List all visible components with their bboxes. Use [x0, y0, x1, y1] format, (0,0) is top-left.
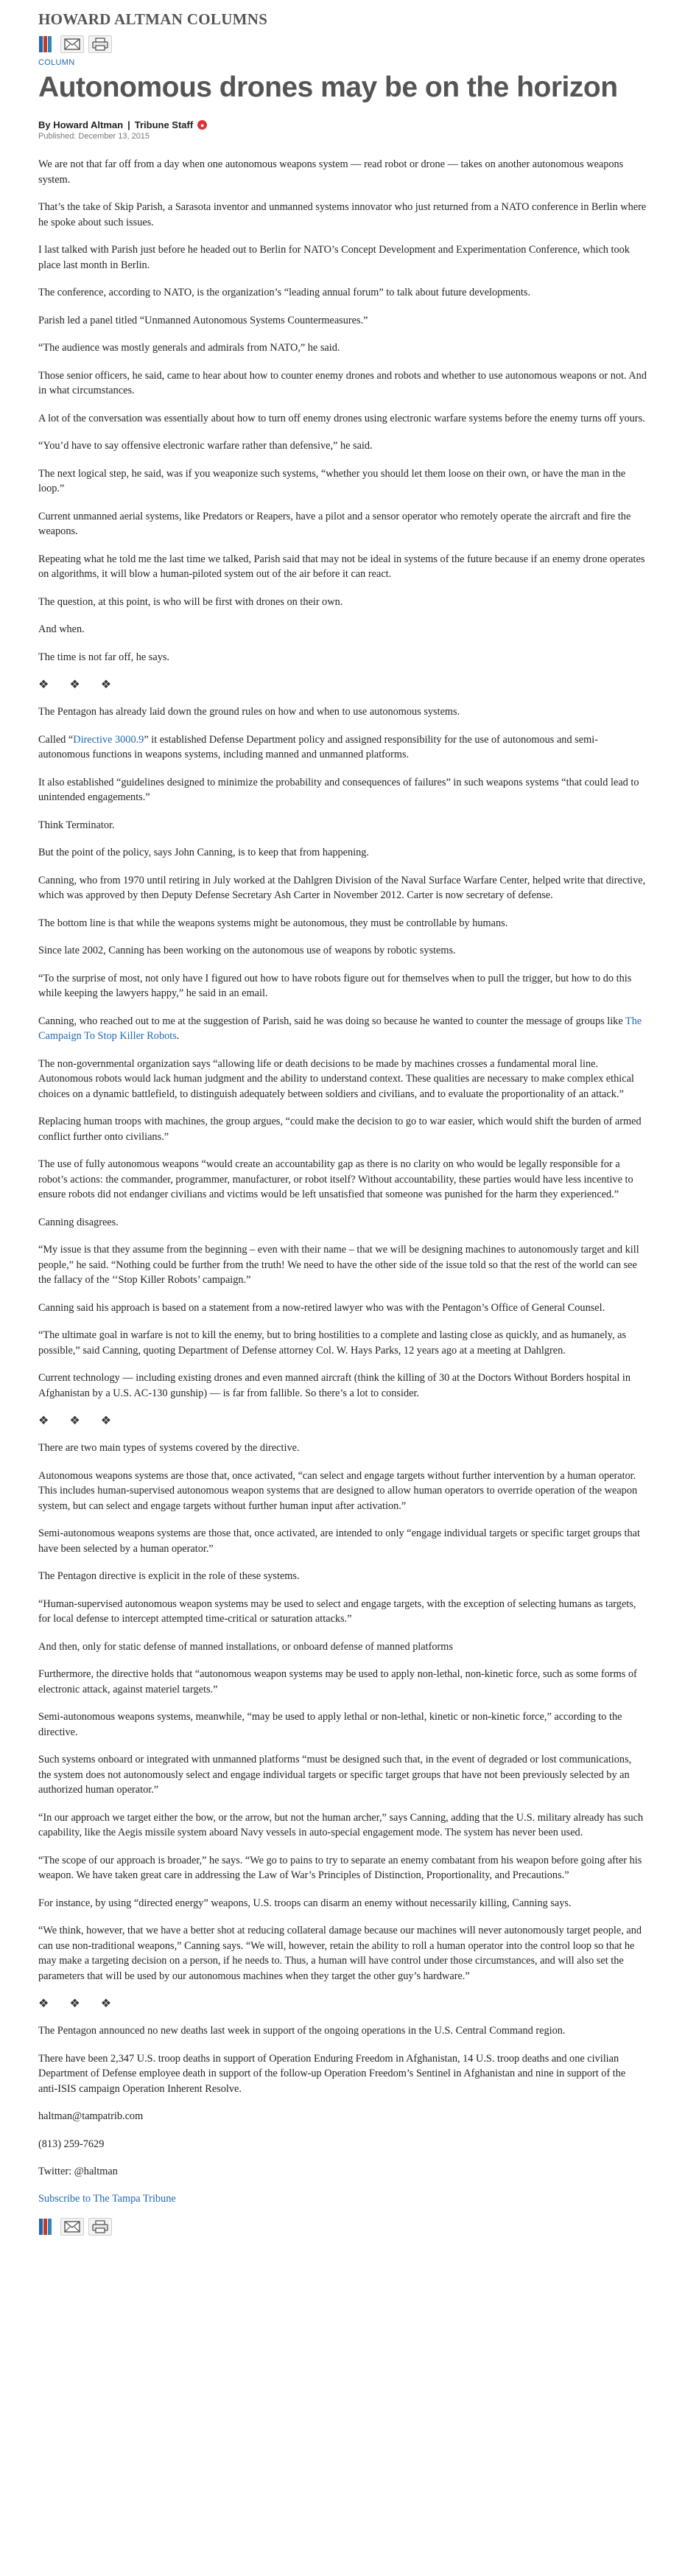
body-paragraph: “Human-supervised autonomous weapon systems may be used to select and engage targets, with the exception of selecting humans as targets, for local defense to intercept attempted time-critical or saturation attacks.”: [38, 1597, 636, 1625]
body-paragraph: And then, only for static defense of manned installations, or onboard defense of manned platforms: [38, 1640, 453, 1653]
body-paragraph: Replacing human troops with machines, the group argues, “could make the decision to go to war easier, which would shift the burden of armed conflict further onto civilians.”: [38, 1116, 642, 1143]
body-paragraph: For instance, by using “directed energy” weapons, U.S. troops can disarm an enemy without necessarily killing, Canning says.: [38, 1897, 572, 1909]
social-color-icon: [38, 2218, 56, 2236]
article-headline: Autonomous drones may be on the horizon: [38, 71, 618, 103]
directive-paragraph: [38, 732, 647, 763]
body-paragraph: The Pentagon directive is explicit in the role of these systems.: [38, 1570, 300, 1582]
print-button[interactable]: [88, 2218, 112, 2236]
subscribe-link[interactable]: Subscribe to The Tampa Tribune: [38, 2192, 176, 2205]
body-paragraph: “You’d have to say offensive electronic warfare rather than defensive,” he said.: [38, 440, 373, 452]
campaign-paragraph: [38, 1014, 647, 1044]
body-section-4: [38, 1441, 647, 1984]
body-paragraph: Since late 2002, Canning has been working on the autonomous use of weapons by robotic systems.: [38, 945, 456, 956]
print-icon: [92, 38, 108, 51]
body-paragraph: “In our approach we target either the bow, or the arrow, but not the human archer,” says Canning, adding that the U.S. military already has such capability, like the Aegis missile system aboard Navy vessels in auto-special engagement mode. The system has never been used.: [38, 1811, 644, 1838]
contact-email[interactable]: haltman@tampatrib.com: [38, 2110, 144, 2122]
social-color-icon: [38, 35, 56, 53]
body-paragraph: The Pentagon has already laid down the ground rules on how and when to use autonomous systems.: [38, 706, 460, 718]
contact-phone: (813) 259-7629: [38, 2138, 105, 2150]
body-paragraph: The bottom line is that while the weapons systems might be autonomous, they must be controllable by humans.: [38, 917, 508, 929]
email-icon: [64, 38, 80, 50]
body-paragraph: Such systems onboard or integrated with unmanned platforms “must be designed such that, in the event of degraded or lost communications, the system does not autonomously select and engage individual targets or specific target groups that have not been previously selected by an authorized human operator.”: [38, 1754, 632, 1796]
email-icon: [64, 2221, 80, 2233]
body-paragraph: Current unmanned aerial systems, like Predators or Reapers, have a pilot and a sensor operator who remotely operate the aircraft and fire the weapons.: [38, 510, 631, 537]
print-button[interactable]: [88, 35, 112, 53]
body-paragraph: Repeating what he told me the last time we talked, Parish said that may not be ideal in systems of the future because if an enemy drone operates on algorithms, it will blow a human-piloted system out of the air before it can react.: [38, 553, 645, 580]
body-paragraph: It also established “guidelines designed to minimize the probability and consequences of failures” in such weapons systems “that could lead to unintended engagements.”: [38, 776, 639, 803]
body-paragraph: The Pentagon announced no new deaths last week in support of the ongoing operations in the U.S. Central Command region.: [38, 2025, 566, 2037]
body-paragraph: And when.: [38, 623, 85, 635]
body-section-2b: [38, 775, 647, 1001]
body-paragraph: Canning, who from 1970 until retiring in July worked at the Dahlgren Division of the Naval Surface Warfare Center, helped write that directive, which was approved by then Deputy Defense Secretary Ash Carter in November 2012. Carter is now secretary of defense.: [38, 874, 646, 901]
email-button[interactable]: [60, 2218, 84, 2236]
author-profile-icon[interactable]: ●: [197, 120, 207, 130]
body-paragraph: Semi-autonomous weapons systems, meanwhile, “may be used to apply lethal or non-lethal, kinetic or non-kinetic force,” according to the directive.: [38, 1711, 622, 1738]
body-paragraph: I last talked with Parish just before he headed out to Berlin for NATO’s Concept Development and Experimentation Conference, which took place last month in Berlin.: [38, 244, 630, 271]
body-paragraph: The question, at this point, is who will be first with drones on their own.: [38, 595, 343, 608]
social-share-button[interactable]: [38, 2218, 56, 2236]
body-paragraph: “My issue is that they assume from the beginning – even with their name – that we will be designing machines to autonomously target and kill people,” he said. “Nothing could be further from the truth! We need to have the other side of the issue told so that the rest of the world can see the fallacy of the ‘‘Stop Killer Robots’ campaign.”: [38, 1244, 639, 1286]
body-paragraph: Canning disagrees.: [38, 1216, 119, 1228]
byline-separator: |: [127, 119, 130, 130]
body-paragraph: The conference, according to NATO, is the organization’s “leading annual forum” to talk about future developments.: [38, 287, 531, 298]
body-paragraph: “The audience was mostly generals and admirals from NATO,” he said.: [38, 342, 340, 354]
body-paragraph: We are not that far off from a day when one autonomous weapons system — read robot or drone — takes on another autonomous weapons system.: [38, 158, 624, 186]
section-kicker[interactable]: COLUMN: [38, 58, 75, 67]
campaign-pre: Canning, who reached out to me at the suggestion of Parish, said he was doing so because he wanted to counter the message of groups like: [38, 1015, 625, 1027]
byline: [38, 119, 647, 130]
share-toolbar-bottom: [38, 2217, 647, 2236]
body-paragraph: Current technology — including existing drones and even manned aircraft (think the killing of 30 at the Doctors Without Borders hospital in Afghanistan by a U.S. AC-130 gunship) — is far from fallible. So there’s a lot to consider.: [38, 1372, 630, 1399]
body-section-2a: [38, 704, 647, 720]
body-section-3: [38, 1057, 647, 1401]
campaign-link[interactable]: The Campaign To Stop Killer Robots: [38, 1015, 642, 1042]
body-paragraph: A lot of the conversation was essentially about how to turn off enemy drones using electronic warfare systems before the enemy turns off yours.: [38, 412, 645, 424]
contact-block: [38, 2109, 647, 2205]
section-divider: ❖ ❖ ❖: [38, 1998, 121, 2010]
directive-pre: Called “: [38, 733, 74, 746]
body-paragraph: But the point of the policy, says John Canning, is to keep that from happening.: [38, 847, 369, 858]
body-paragraph: Those senior officers, he said, came to hear about how to counter enemy drones and robots and whether to use autonomous weapons or not. And in what circumstances.: [38, 369, 647, 396]
body-paragraph: The use of fully autonomous weapons “would create an accountability gap as there is no clarity on who would be legally responsible for a robot’s actions: the commander, programmer, manufacturer, or robot itself? Without accountability, these parties would have less incentive to ensure robots did not endanger civilians and victims would be left unsatisfied that someone was punished for the harm they experienced.”: [38, 1158, 633, 1200]
body-paragraph: “To the surprise of most, not only have I figured out how to have robots figure out for themselves when to pull the trigger, but how to do this while keeping the lawyers happy,” he said in an email.: [38, 972, 632, 999]
body-paragraph: Think Terminator.: [38, 819, 115, 831]
body-paragraph: The time is not far off, he says.: [38, 651, 170, 663]
directive-link[interactable]: Directive 3000.9: [73, 733, 144, 746]
print-icon: [92, 2220, 108, 2233]
body-paragraph: Parish led a panel titled “Unmanned Autonomous Systems Countermeasures.”: [38, 314, 368, 326]
published-date: Published: December 13, 2015: [38, 132, 150, 141]
section-divider: ❖ ❖ ❖: [38, 679, 121, 691]
body-paragraph: The next logical step, he said, was if you weaponize such systems, “whether you should let them loose on their own, or have the man in the loop.”: [38, 467, 626, 494]
body-paragraph: There have been 2,347 U.S. troop deaths in support of Operation Enduring Freedom in Afghanistan, 14 U.S. troop deaths and one civilian Department of Defense employee death in support of the follow-up Operation Freedom’s Sentinel in Afghanistan and nine in support of the anti-ISIS campaign Operation Inherent Resolve.: [38, 2052, 626, 2095]
body-paragraph: “The ultimate goal in warfare is not to kill the enemy, but to bring hostilities to a complete and lasting close as quickly, and as humanely, as possible,” said Canning, quoting Department of Defense attorney Col. W. Hays Parks, 12 years ago at a meeting at Dahlgren.: [38, 1329, 627, 1357]
body-paragraph: Canning said his approach is based on a statement from a now-retired lawyer who was with the Pentagon’s Office of General Counsel.: [38, 1301, 605, 1314]
body-paragraph: “We think, however, that we have a better shot at reducing collateral damage because our machines will never autonomously target people, and can use non-traditional weapons,” Canning says. “We will, however, retain the ability to roll a human operator into the control loop so that he may make a targeting decision on a person, if he needs to. Thus, a human will have control under those circumstances, and will also set the parameters that will be used by our autonomous machines when they target the other guy’s hardware.”: [38, 1925, 642, 1982]
body-paragraph: There are two main types of systems covered by the directive.: [38, 1442, 300, 1454]
email-button[interactable]: [60, 35, 84, 53]
body-section-1: [38, 157, 647, 665]
section-divider: ❖ ❖ ❖: [38, 1415, 121, 1427]
body-paragraph: Semi-autonomous weapons systems are those that, once activated, are intended to only “engage individual targets or specific target groups that have been selected by a human operator.”: [38, 1527, 640, 1555]
byline-org: Tribune Staff: [134, 119, 194, 130]
contact-twitter: Twitter: @haltman: [38, 2166, 118, 2177]
body-paragraph: Autonomous weapons systems are those that, once activated, “can select and engage targets without further intervention by a human operator. This includes human-supervised autonomous weapon systems that are designed to allow human operators to override operation of the weapon system, but can select and engage targets without further human input after activation.”: [38, 1469, 638, 1512]
share-toolbar: [38, 35, 647, 54]
body-paragraph: “The scope of our approach is broader,” he says. “We go to pains to try to separate an enemy combatant from his weapon before going after his weapon. We have taken great care in addressing the Law of War’s Principles of Distinction, Proportionality, and Precautions.”: [38, 1854, 642, 1881]
directive-post: ” it established Defense Department policy and assigned responsibility for the use of autonomous and semi-autonomous functions in weapons systems, including manned and unmanned platforms.: [38, 733, 598, 760]
social-share-button[interactable]: [38, 35, 56, 53]
body-paragraph: That’s the take of Skip Parish, a Sarasota inventor and unmanned systems innovator who just returned from a NATO conference in Berlin where he spoke about such issues.: [38, 201, 647, 228]
body-section-5: [38, 2023, 647, 2096]
column-title: HOWARD ALTMAN COLUMNS: [38, 10, 268, 28]
body-paragraph: Furthermore, the directive holds that “autonomous weapon systems may be used to apply non-lethal, non-kinetic force, such as some forms of electronic attack, against materiel targets.”: [38, 1668, 637, 1695]
article-body: [38, 157, 647, 2205]
body-paragraph: The non-governmental organization says “allowing life or death decisions to be made by machines crosses a fundamental moral line. Autonomous robots would lack human judgment and the ability to understand context. These qualities are necessary to make complex ethical choices on a dynamic battlefield, to distinguish adequately between soldiers and civilians, and to evaluate the proportionality of an attack.”: [38, 1057, 634, 1100]
byline-author: By Howard Altman: [38, 119, 124, 130]
campaign-post: .: [176, 1030, 180, 1042]
